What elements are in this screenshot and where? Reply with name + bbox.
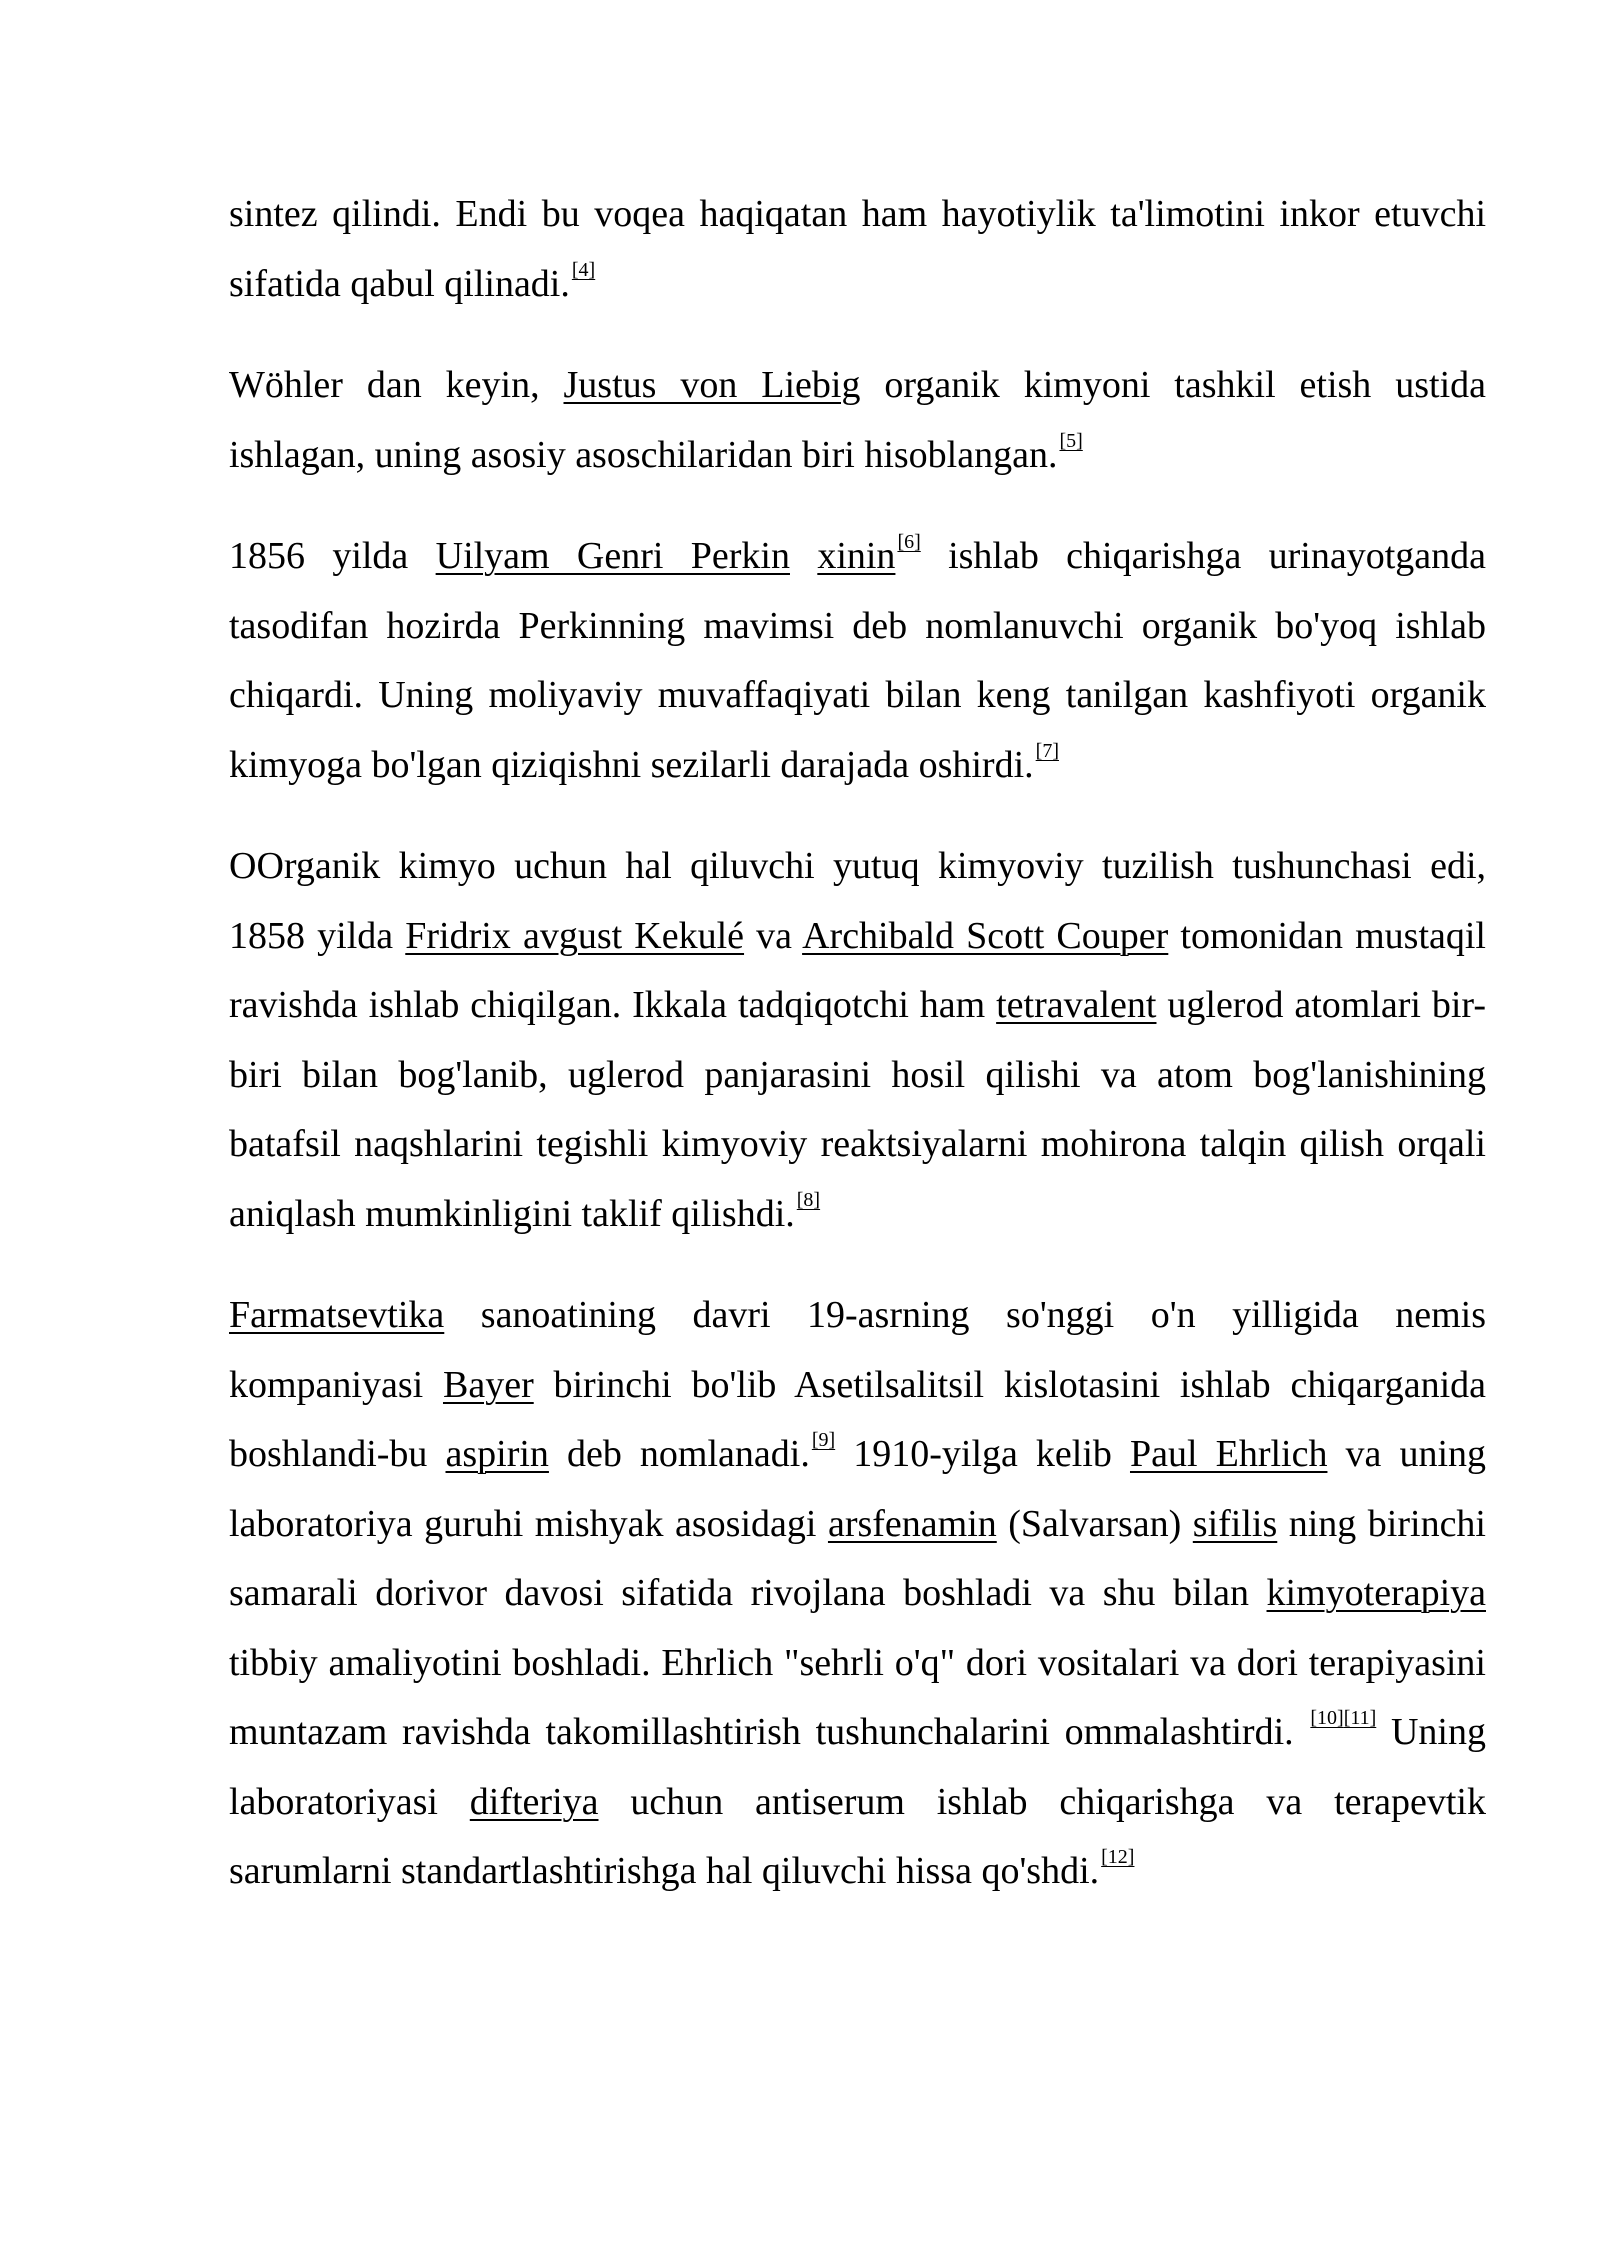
reference-8-link[interactable]: [8] xyxy=(796,1188,821,1211)
paragraph-2 xyxy=(229,351,1486,490)
reference-5-link[interactable]: [5] xyxy=(1059,429,1083,452)
reference-8 xyxy=(797,1189,820,1211)
paragraph-text: 1856 yilda xyxy=(229,535,436,577)
paragraph-text: va uning laboratoriya guruhi mishyak asosidagi xyxy=(229,1433,1486,1545)
link-difteriya[interactable]: difteriya xyxy=(469,1780,599,1823)
paragraph-text xyxy=(790,535,817,577)
reference-4-link[interactable]: [4] xyxy=(571,258,596,281)
reference-9-link[interactable]: [9] xyxy=(811,1429,836,1451)
reference-4 xyxy=(572,259,595,281)
paragraph-text: deb nomlanadi. xyxy=(548,1433,810,1475)
paragraph-text: 1910-yilga kelib xyxy=(835,1433,1130,1475)
reference-7-link[interactable]: [7] xyxy=(1035,739,1059,762)
link-paul-ehrlich[interactable]: Paul Ehrlich xyxy=(1129,1433,1328,1475)
paragraph-3 xyxy=(229,522,1486,800)
link-fridrix-avgust-kekule[interactable]: Fridrix avgust Kekulé xyxy=(405,914,745,957)
paragraph-text: organik kimyoni tashkil etish ustida ishlagan, uning asosiy asoschilaridan biri hisoblangan. xyxy=(229,364,1487,476)
reference-12-link[interactable]: [12] xyxy=(1101,1846,1135,1868)
reference-6 xyxy=(897,531,920,553)
paragraph-text: uchun antiserum ishlab chiqarishga va terapevtik sarumlarni standartlashtirishga hal qiluvchi hissa qo'shdi. xyxy=(229,1780,1486,1892)
document-page xyxy=(229,180,1486,1939)
link-sifilis[interactable]: sifilis xyxy=(1192,1502,1278,1545)
paragraph-text: va xyxy=(744,914,803,957)
link-kimyoterapiya[interactable]: kimyoterapiya xyxy=(1266,1572,1486,1614)
link-justus-von-liebig[interactable]: Justus von Liebig xyxy=(563,364,861,406)
paragraph-text: OOrganik kimyo uchun hal qiluvchi yutuq kimyoviy tuzilish tushunchasi edi, 1858 yilda xyxy=(229,845,1486,957)
reference-10-11 xyxy=(1310,1707,1376,1729)
paragraph-5 xyxy=(229,1281,1486,1907)
paragraph-text: birinchi bo'lib Asetilsalitsil kislotasini ishlab chiqarganida boshlandi-bu xyxy=(229,1363,1486,1475)
reference-10-link[interactable]: [10] xyxy=(1310,1707,1344,1729)
reference-7 xyxy=(1036,740,1059,762)
paragraph-1 xyxy=(229,180,1486,319)
paragraph-text: ning birinchi samarali dorivor davosi sifatida rivojlana boshladi va shu bilan xyxy=(229,1502,1486,1614)
reference-11-link[interactable]: [11] xyxy=(1343,1707,1377,1729)
paragraph-text: sanoatining davri 19-asrning so'nggi o'n yilligida nemis kompaniyasi xyxy=(229,1294,1486,1406)
link-uilyam-genri-perkin[interactable]: Uilyam Genri Perkin xyxy=(435,535,790,577)
paragraph-text: ishlab chiqarishga urinayotganda tasodifan hozirda Perkinning mavimsi deb nomlanuvchi organik bo'yoq ishlab chiqardi. Uning moliyaviy muvaffaqiyati bilan keng tanilgan kashfiyoti organik kimyoga bo'lgan qiziqishni sezilarli darajada oshirdi. xyxy=(229,535,1487,786)
paragraph-4 xyxy=(229,832,1486,1249)
link-tetravalent[interactable]: tetravalent xyxy=(996,984,1157,1026)
link-archibald-scott-couper[interactable]: Archibald Scott Couper xyxy=(802,914,1169,957)
paragraph-text: sintez qilindi. Endi bu voqea haqiqatan ham hayotiylik ta'limotini inkor etuvchi sifatida qabul qilinadi. xyxy=(229,193,1486,305)
paragraph-text: Wöhler dan keyin, xyxy=(229,364,564,406)
link-xinin[interactable]: xinin xyxy=(817,535,896,577)
paragraph-text: Uning laboratoriyasi xyxy=(229,1711,1486,1823)
paragraph-text: tomonidan mustaqil ravishda ishlab chiqilgan. Ikkala tadqiqotchi ham xyxy=(229,914,1486,1026)
reference-5 xyxy=(1059,430,1082,452)
paragraph-text: tibbiy amaliyotini boshladi. Ehrlich "sehrli o'q" dori vositalari va dori terapiyasini muntazam ravishda takomillashtirish tushunchalarini ommalashtirdi. xyxy=(229,1641,1486,1753)
link-aspirin[interactable]: aspirin xyxy=(445,1433,549,1475)
reference-6-link[interactable]: [6] xyxy=(897,531,921,553)
link-farmatsevtika[interactable]: Farmatsevtika xyxy=(229,1294,445,1336)
paragraph-text: uglerod atomlari bir-biri bilan bog'lanib, uglerod panjarasini hosil qilishi va atom bog'lanishining batafsil naqshlarini tegishli kimyoviy reaktsiyalarni mohirona talqin qilish orqali aniqlash mumkinligini taklif qilishdi. xyxy=(229,984,1486,1235)
link-bayer[interactable]: Bayer xyxy=(442,1363,534,1406)
link-arsfenamin[interactable]: arsfenamin xyxy=(827,1502,997,1545)
reference-9 xyxy=(812,1429,835,1451)
paragraph-text: (Salvarsan) xyxy=(996,1502,1193,1545)
reference-12 xyxy=(1101,1846,1134,1868)
